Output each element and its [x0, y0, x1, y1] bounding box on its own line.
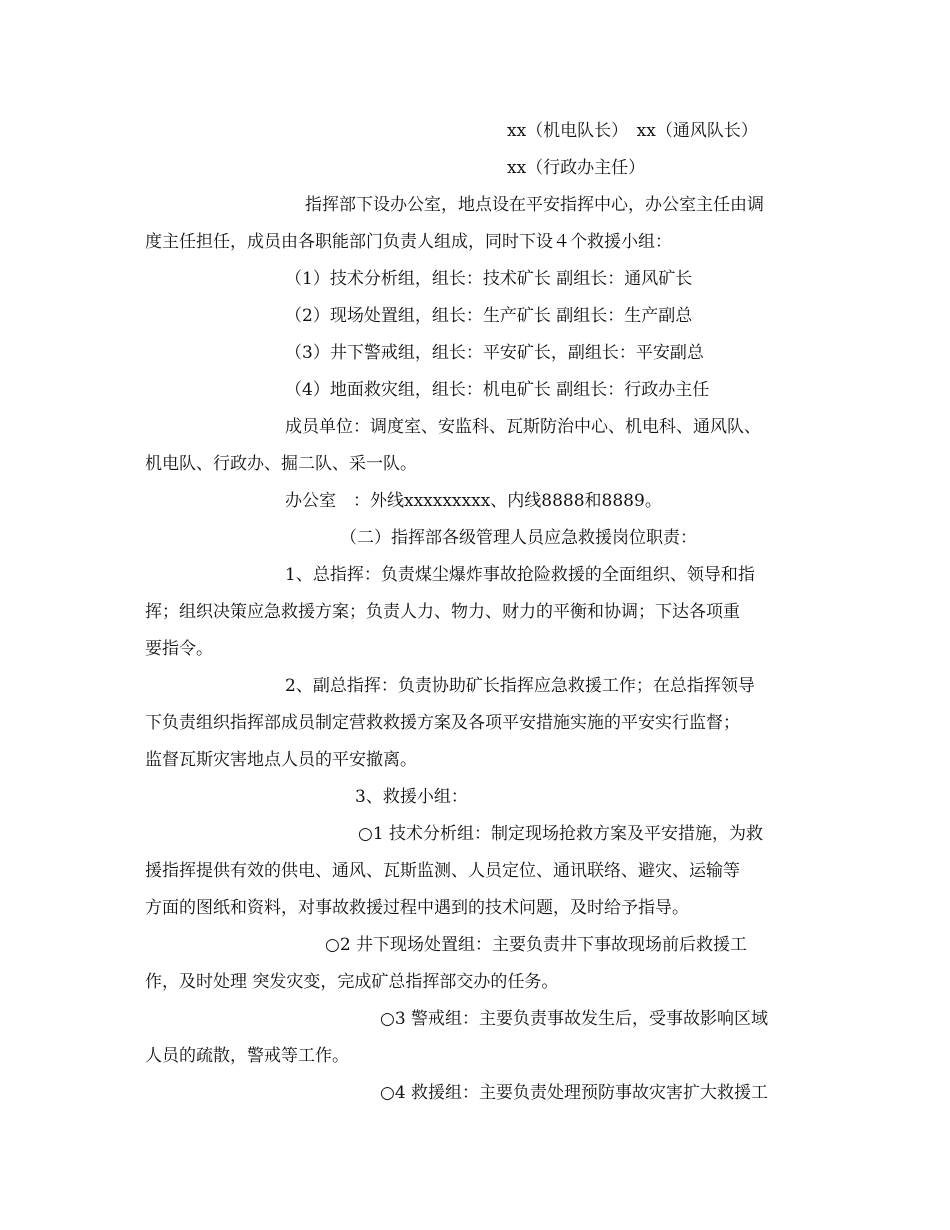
text-line: ○1 技术分析组：制定现场抢救方案及平安措施，为救 — [358, 824, 764, 844]
text-line: 机电队、行政办、掘二队、采一队。 — [145, 454, 417, 474]
text-line: 成员单位：调度室、安监科、瓦斯防治中心、机电科、通风队、 — [285, 417, 761, 437]
text-line: 3、救援小组： — [355, 787, 468, 807]
text-line: ○3 警戒组：主要负责事故发生后，受事故影响区域 — [380, 1009, 769, 1029]
text-line: xx（机电队长） xx（通风队长） — [507, 121, 758, 141]
text-line: ○2 井下现场处置组：主要负责井下事故现场前后救援工 — [325, 935, 748, 955]
text-line: （4）地面救灾组，组长：机电矿长 副组长：行政办主任 — [285, 380, 710, 400]
text-line: 挥；组织决策应急救援方案；负责人力、物力、财力的平衡和协调；下达各项重 — [145, 602, 740, 622]
text-line: 度主任担任，成员由各职能部门负责人组成，同时下设４个救援小组： — [145, 232, 672, 252]
text-line: 办公室 ：外线xxxxxxxxx、内线8888和8889。 — [285, 491, 662, 511]
text-line: ○4 救援组：主要负责处理预防事故灾害扩大救援工 — [380, 1083, 769, 1103]
text-line: 指挥部下设办公室，地点设在平安指挥中心，办公室主任由调 — [305, 195, 764, 215]
text-line: 作，及时处理 突发灾变，完成矿总指挥部交办的任务。 — [145, 972, 559, 992]
text-line: xx（行政办主任） — [507, 158, 646, 178]
text-line: 监督瓦斯灾害地点人员的平安撤离。 — [145, 750, 417, 770]
text-line: 要指令。 — [145, 639, 213, 659]
text-line: 1、总指挥：负责煤尘爆炸事故抢险救援的全面组织、领导和指 — [285, 565, 755, 585]
text-line: （3）井下警戒组，组长：平安矿长，副组长：平安副总 — [285, 343, 704, 363]
text-line: （2）现场处置组，组长：生产矿长 副组长：生产副总 — [285, 306, 693, 326]
text-line: 方面的图纸和资料，对事故救援过程中遇到的技术问题，及时给予指导。 — [145, 898, 689, 918]
section-heading: （二）指挥部各级管理人员应急救援岗位职责： — [340, 528, 697, 548]
text-line: 人员的疏散，警戒等工作。 — [145, 1046, 349, 1066]
text-line: 援指挥提供有效的供电、通风、瓦斯监测、人员定位、通讯联络、避灾、运输等 — [145, 861, 740, 881]
text-line: 2、副总指挥：负责协助矿长指挥应急救援工作；在总指挥领导 — [285, 676, 755, 696]
text-line: 下负责组织指挥部成员制定营救救援方案及各项平安措施实施的平安实行监督； — [145, 713, 740, 733]
text-line: （1）技术分析组，组长：技术矿长 副组长：通风矿长 — [285, 269, 693, 289]
